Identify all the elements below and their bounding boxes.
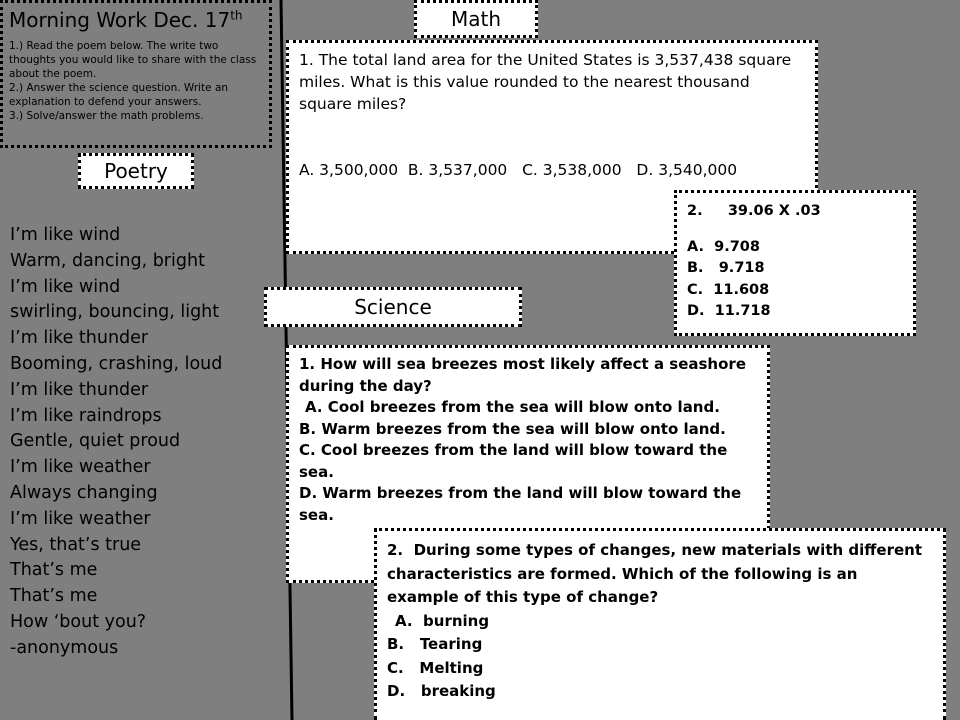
science-q1-text: 1. How will sea breezes most likely affect a seashore during the day? bbox=[299, 355, 746, 395]
morning-work-title: Morning Work Dec. 17th bbox=[9, 8, 243, 32]
math-heading: Math bbox=[414, 0, 538, 38]
poem-line: Yes, that’s true bbox=[10, 534, 142, 555]
morning-step: 3.) Solve/answer the math problems. bbox=[9, 110, 204, 122]
poem bbox=[10, 223, 222, 662]
poem-line: I’m like wind bbox=[10, 225, 121, 245]
poem-line: That’s me bbox=[10, 560, 98, 581]
poem-line: I’m like weather bbox=[10, 457, 151, 478]
science-q2-option: A. burning bbox=[395, 611, 490, 630]
poem-line: swirling, bouncing, light bbox=[10, 302, 220, 323]
poem-line: I’m like weather bbox=[10, 508, 151, 529]
poem-line: Always changing bbox=[10, 482, 158, 503]
math-q2-option: B. 9.718 bbox=[687, 260, 765, 276]
science-heading: Science bbox=[264, 287, 522, 327]
science-q1-option: B. Warm breezes from the sea will blow onto land. bbox=[299, 419, 726, 438]
title-superscript: th bbox=[230, 8, 243, 23]
science-question-2 bbox=[374, 528, 946, 720]
poem-line: Booming, crashing, loud bbox=[10, 353, 223, 374]
math-q2-expression: 2. 39.06 X .03 bbox=[687, 203, 821, 219]
science-q2-option: D. breaking bbox=[387, 682, 496, 700]
morning-work-steps bbox=[9, 39, 263, 123]
morning-work-box bbox=[0, 0, 272, 148]
poem-line: That’s me bbox=[10, 586, 98, 607]
math-q2-option: A. 9.708 bbox=[687, 238, 760, 255]
poem-line: I’m like raindrops bbox=[10, 405, 162, 426]
science-q1-option: C. Cool breezes from the land will blow toward the sea. bbox=[299, 441, 728, 481]
poem-line: How ‘bout you? bbox=[10, 611, 147, 632]
morning-step: 1.) Read the poem below. The write two thoughts you would like to share with the class about the poem. bbox=[9, 40, 257, 80]
science-q1-option: D. Warm breezes from the land will blow toward the sea. bbox=[299, 484, 742, 524]
poem-line: I’m like thunder bbox=[10, 328, 149, 349]
math-q1-choices: A. 3,500,000 B. 3,537,000 C. 3,538,000 D. 3,540,000 bbox=[299, 161, 738, 179]
science-q2-text: 2. During some types of changes, new materials with different characteristics are formed. Which of the following is an example of this type of change? bbox=[387, 541, 928, 606]
morning-step: 2.) Answer the science question. Write an explanation to defend your answers. bbox=[9, 82, 229, 108]
science-q2-option: B. Tearing bbox=[387, 635, 483, 653]
poem-author: -anonymous bbox=[10, 637, 119, 658]
poem-line: Gentle, quiet proud bbox=[10, 431, 181, 452]
math-q1-text: 1. The total land area for the United States is 3,537,438 square miles. What is this value rounded to the nearest thousand square miles? bbox=[299, 51, 792, 113]
science-q1-option: A. Cool breezes from the sea will blow onto land. bbox=[305, 398, 720, 416]
poetry-heading: Poetry bbox=[78, 153, 194, 189]
poem-line: Warm, dancing, bright bbox=[10, 250, 205, 271]
math-question-2 bbox=[674, 190, 916, 336]
science-q2-option: C. Melting bbox=[387, 658, 484, 677]
math-q2-option: C. 11.608 bbox=[687, 281, 770, 298]
poem-line: I’m like thunder bbox=[10, 379, 149, 400]
poem-line: I’m like wind bbox=[10, 276, 121, 297]
math-q2-option: D. 11.718 bbox=[687, 303, 771, 319]
